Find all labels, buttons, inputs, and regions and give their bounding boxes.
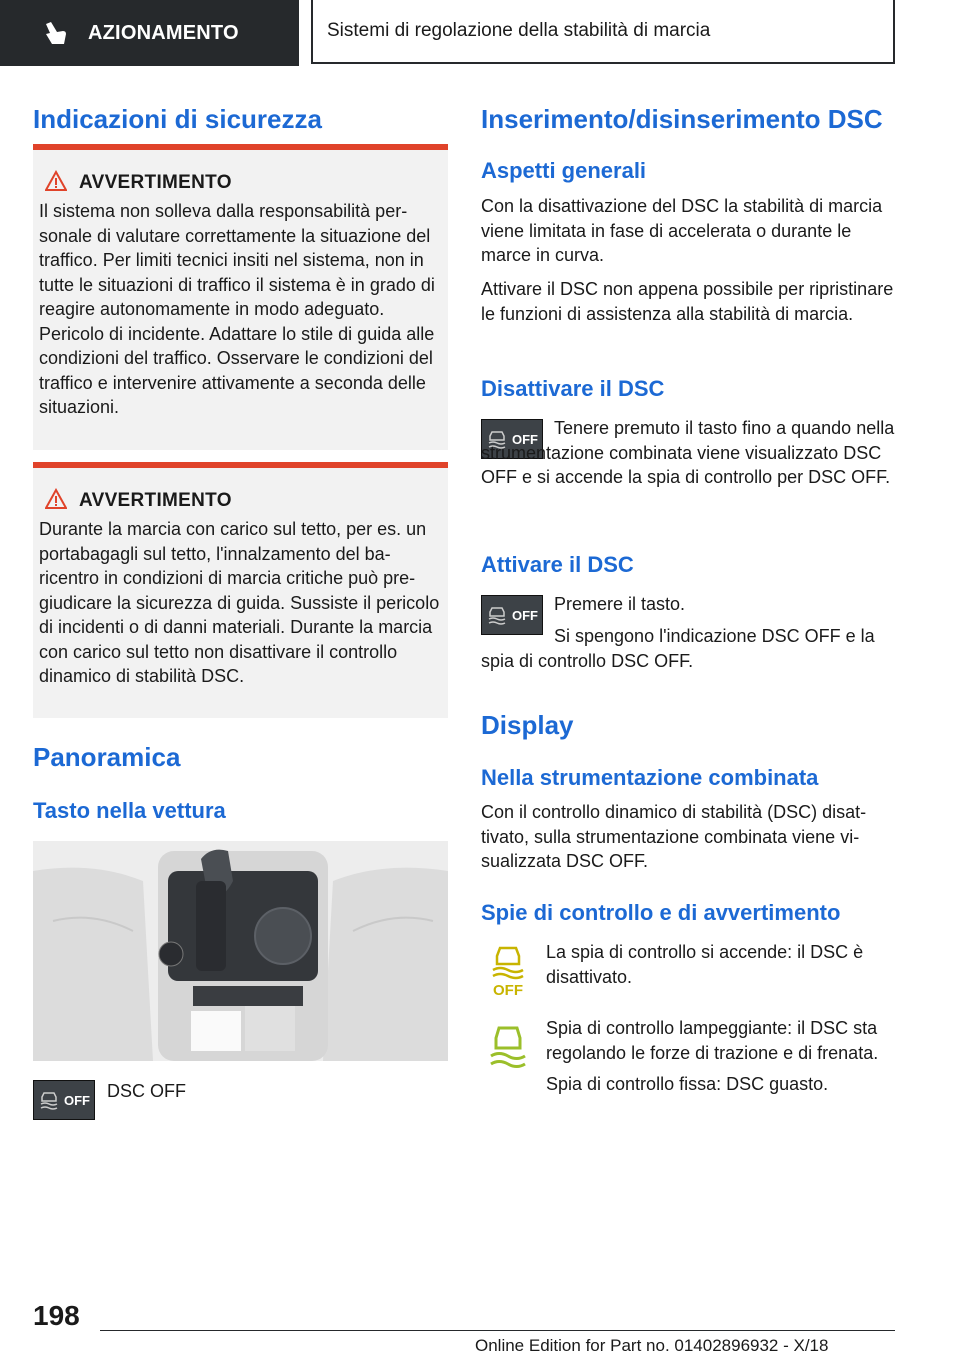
car-skid-icon bbox=[38, 1089, 60, 1111]
warning-triangle-icon bbox=[45, 170, 67, 192]
pointing-hand-icon bbox=[42, 20, 68, 46]
dsc-off-indicator-icon bbox=[488, 942, 528, 998]
display-heading: Display bbox=[481, 710, 574, 740]
light2-text: Spia di controllo lampeggiante: il DSC sta regolando le forze di trazione e di frenata. bbox=[546, 1018, 879, 1063]
center-console-photo bbox=[33, 841, 448, 1061]
warning-text: Durante la marcia con carico sul tetto, per es. un portabagagli sul tetto, l'innalzamento del baricentro in condizioni di marcia critiche può pregiudicare la sicurezza di guida. Sussiste il pericolo di incidenti o di danni materiali. Durante la marcia con carico sul tetto non disattivare il controllo dinamico di stabilità DSC. bbox=[39, 519, 440, 686]
section-title: AZIONAMENTO bbox=[88, 21, 239, 44]
activate-text-2: Si spengono l'indicazione DSC OFF e la spia di controllo DSC OFF. bbox=[481, 626, 875, 671]
activate-text-1: Premere il tasto. bbox=[554, 594, 686, 614]
dsc-off-button-icon bbox=[33, 1080, 95, 1120]
cluster-heading: Nella strumentazione combinata bbox=[481, 765, 819, 790]
warning-box-2 bbox=[33, 462, 448, 718]
dsc-indicator-icon bbox=[486, 1020, 530, 1074]
deactivate-heading: Disattivare il DSC bbox=[481, 376, 665, 401]
chapter-title: Sistemi di regolazione della stabilità di marcia bbox=[327, 20, 711, 41]
footer-divider bbox=[100, 1330, 895, 1331]
button-heading: Tasto nella vettura bbox=[33, 798, 226, 823]
button-caption: DSC OFF bbox=[107, 1081, 186, 1101]
section-tab bbox=[0, 0, 299, 66]
indicator-off-label: OFF bbox=[493, 982, 523, 998]
page-number: 198 bbox=[33, 1300, 80, 1331]
dsc-heading: Inserimento/disinserimento DSC bbox=[481, 104, 883, 134]
warning-triangle-icon bbox=[45, 488, 67, 510]
activate-heading: Attivare il DSC bbox=[481, 552, 634, 577]
safety-heading: Indicazioni di sicurezza bbox=[33, 104, 322, 134]
car-skid-icon bbox=[486, 604, 508, 626]
deactivate-text: Tenere premuto il tasto fino a quando nella strumentazione combinata viene visualizzato DSC OFF e si accende la spia di controllo per DSC OFF. bbox=[481, 418, 895, 487]
light3-text: Spia di controllo fissa: DSC guasto. bbox=[546, 1074, 829, 1094]
off-label: OFF bbox=[512, 431, 538, 447]
general-heading: Aspetti generali bbox=[481, 158, 647, 183]
chapter-tab bbox=[311, 0, 895, 64]
general-paragraph-1: Con la disattivazione del DSC la stabilità di marcia viene limitata in fase di accelerata o durante le marce in curva. bbox=[481, 196, 883, 265]
warning-box-1 bbox=[33, 144, 448, 450]
off-label: OFF bbox=[64, 1092, 90, 1108]
off-label: OFF bbox=[512, 607, 538, 623]
cluster-text: Con il controllo dinamico di stabilità (DSC) disattivato, sulla strumentazione combinata viene visualizzata DSC OFF. bbox=[481, 802, 867, 871]
warning-label: AVVERTIMENTO bbox=[79, 172, 232, 193]
general-paragraph-2: Attivare il DSC non appena possibile per ripristinare le funzioni di assistenza alla stabilità di marcia. bbox=[481, 279, 894, 324]
light1-text: La spia di controllo si accende: il DSC è disattivato. bbox=[546, 942, 864, 987]
lights-heading: Spie di controllo e di avvertimento bbox=[481, 900, 841, 925]
overview-heading: Panoramica bbox=[33, 742, 181, 772]
edition-text: Online Edition for Part no. 01402896932 - X/18 bbox=[475, 1336, 829, 1355]
warning-text: Il sistema non solleva dalla responsabilità personale di valutare correttamente la situazione del traffico. Per limiti tecnici insiti nel sistema, non in tutte le situazioni di traffico il sistema è in grado di reagire autonomamente in modo adeguato. Pericolo di incidente. Adattare lo stile di guida alle condizioni del traffico. Osservare le condizioni del traffico e intervenire attivamente a seconda delle situazioni. bbox=[39, 201, 435, 417]
warning-label: AVVERTIMENTO bbox=[79, 490, 232, 511]
